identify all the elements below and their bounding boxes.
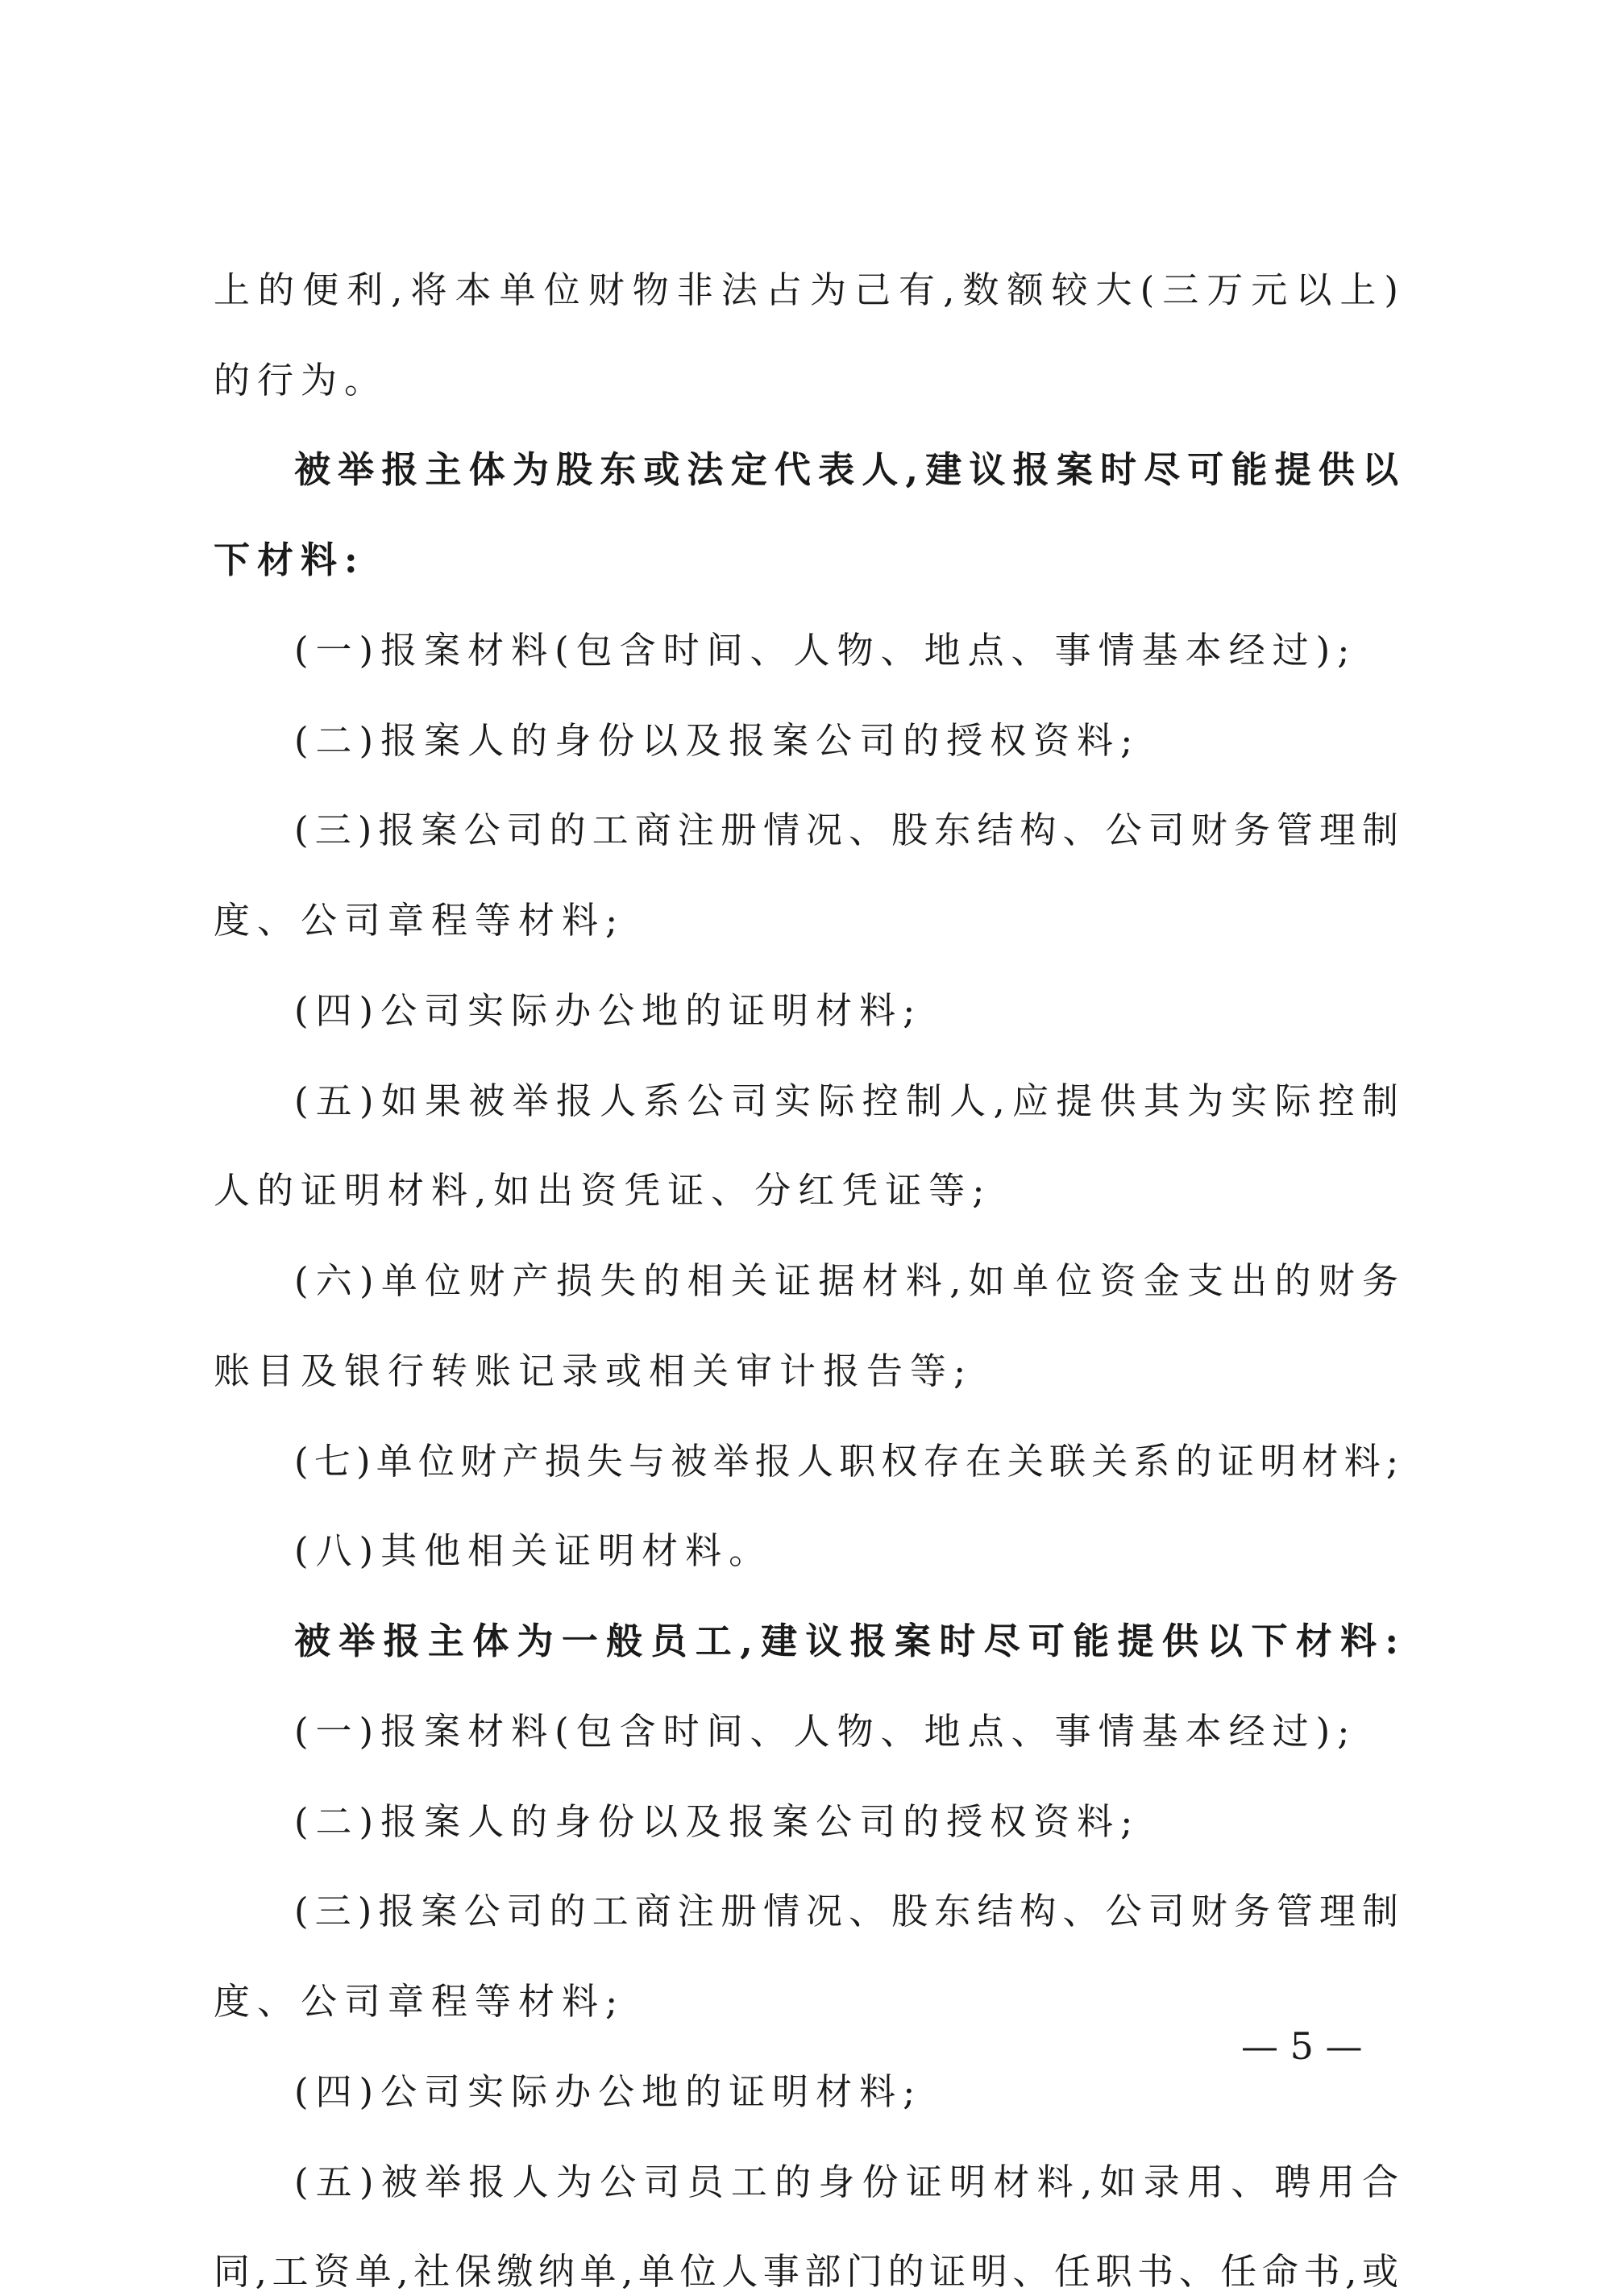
list-item-line: (五)被举报人为公司员工的身份证明材料,如录用、聘用合 bbox=[294, 2161, 1398, 2203]
list-item-line: (二)报案人的身份以及报案公司的授权资料; bbox=[294, 719, 1140, 762]
list-item-line: (三)报案公司的工商注册情况、股东结构、公司财务管理制 bbox=[294, 809, 1398, 851]
list-item-line: 账目及银行转账记录或相关审计报告等; bbox=[214, 1350, 974, 1392]
list-item-line: (六)单位财产损失的相关证据材料,如单位资金支出的财务 bbox=[294, 1259, 1398, 1302]
list-item-line: (四)公司实际办公地的证明材料; bbox=[294, 989, 923, 1032]
list-item-line: 度、公司章程等材料; bbox=[214, 899, 625, 942]
list-item-line: (七)单位财产损失与被举报人职权存在关联关系的证明材料; bbox=[294, 1440, 1398, 1483]
list-item-line: (二)报案人的身份以及报案公司的授权资料; bbox=[294, 1800, 1140, 1843]
section-heading-line: 下材料: bbox=[214, 539, 365, 581]
paragraph-line: 上的便利,将本单位财物非法占为己有,数额较大(三万元以上) bbox=[214, 268, 1398, 311]
list-item-line: (一)报案材料(包含时间、人物、地点、事情基本经过); bbox=[294, 629, 1357, 672]
paragraph-line: 的行为。 bbox=[214, 359, 388, 401]
section-heading-line: 被举报主体为一般员工,建议报案时尽可能提供以下材料: bbox=[294, 1620, 1398, 1662]
list-item-line: (三)报案公司的工商注册情况、股东结构、公司财务管理制 bbox=[294, 1890, 1398, 1932]
page-number: — 5 — bbox=[1241, 2024, 1363, 2068]
list-item-line: (一)报案材料(包含时间、人物、地点、事情基本经过); bbox=[294, 1710, 1357, 1753]
list-item-line: 度、公司章程等材料; bbox=[214, 1980, 625, 2023]
list-item-line: 人的证明材料,如出资凭证、分红凭证等; bbox=[214, 1169, 992, 1212]
list-item-line: (五)如果被举报人系公司实际控制人,应提供其为实际控制 bbox=[294, 1079, 1398, 1122]
section-heading-line: 被举报主体为股东或法定代表人,建议报案时尽可能提供以 bbox=[294, 448, 1398, 491]
list-item-line: (四)公司实际办公地的证明材料; bbox=[294, 2070, 923, 2113]
list-item-line: (八)其他相关证明材料。 bbox=[294, 1529, 773, 1572]
list-item-line: 同,工资单,社保缴纳单,单位人事部门的证明、任职书、任命书,或 bbox=[214, 2250, 1398, 2293]
